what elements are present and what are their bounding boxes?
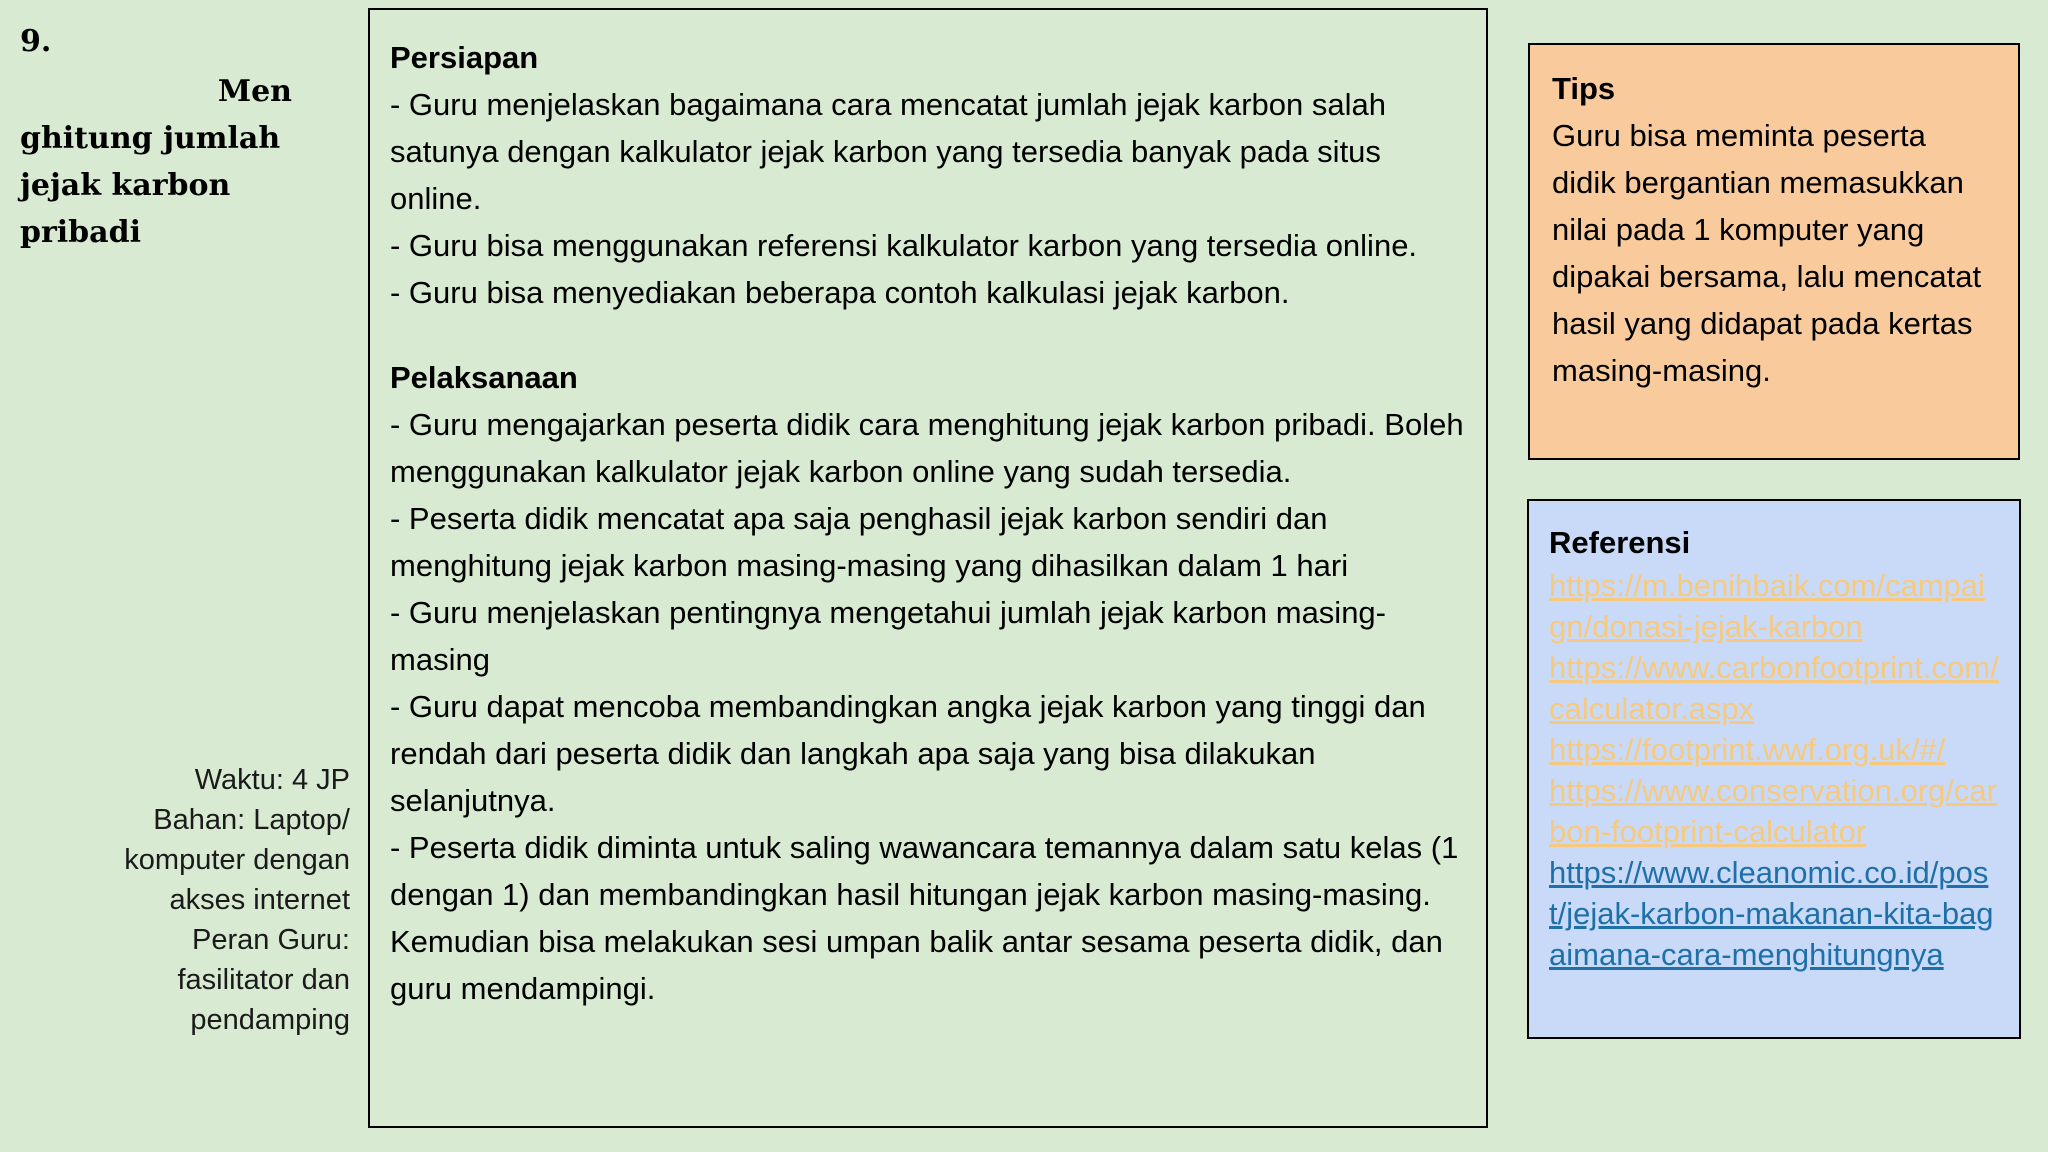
meta-line: Bahan: Laptop/ (153, 804, 350, 836)
meta-line: komputer dengan (124, 844, 350, 876)
meta-line: pendamping (190, 1004, 350, 1036)
section-title-rest: ghitung jumlah jejak karbon pribadi (20, 121, 281, 250)
activity-meta (90, 760, 350, 1040)
meta-line: fasilitator dan (177, 964, 350, 996)
pelaksanaan-heading: Pelaksanaan (390, 360, 578, 395)
reference-link[interactable]: https://www.conservation.org/carbon-footprint-calculator (1549, 773, 1997, 849)
pelaksanaan-item: - Guru dapat mencoba membandingkan angka jejak karbon yang tinggi dan rendah dari peserta didik dan langkah apa saja yang bisa dilakukan selanjutnya. (390, 689, 1426, 818)
persiapan-item: - Guru menjelaskan bagaimana cara mencatat jumlah jejak karbon salah satunya dengan kalkulator jejak karbon yang tersedia banyak pada situs online. (390, 87, 1386, 216)
meta-line: akses internet (169, 884, 350, 916)
referensi-heading: Referensi (1549, 525, 1691, 560)
pelaksanaan-item: - Peserta didik diminta untuk saling wawancara temannya dalam satu kelas (1 dengan 1) dan membandingkan hasil hitungan jejak karbon masing-masing. Kemudian bisa melakukan sesi umpan balik antar sesama peserta didik, dan guru mendampingi. (390, 830, 1459, 1006)
referensi-box (1527, 499, 2021, 1039)
meta-line: Peran Guru: (192, 924, 350, 956)
pelaksanaan-item: - Guru mengajarkan peserta didik cara menghitung jejak karbon pribadi. Boleh menggunakan kalkulator jejak karbon online yang sudah tersedia. (390, 407, 1464, 489)
tips-text: Guru bisa meminta peserta didik bergantian memasukkan nilai pada 1 komputer yang dipakai bersama, lalu mencatat hasil yang didapat pada kertas masing-masing. (1552, 118, 1982, 388)
persiapan-item: - Guru bisa menyediakan beberapa contoh kalkulasi jejak karbon. (390, 275, 1290, 310)
tips-heading: Tips (1552, 71, 1616, 106)
persiapan-heading: Persiapan (390, 40, 539, 75)
section-number: 9. (20, 24, 52, 59)
section-title (20, 68, 292, 256)
reference-link[interactable]: https://www.carbonfootprint.com/calculator.aspx (1549, 650, 1999, 726)
activity-steps-box (368, 8, 1488, 1128)
tips-box (1528, 43, 2020, 460)
persiapan-item: - Guru bisa menggunakan referensi kalkulator karbon yang tersedia online. (390, 228, 1418, 263)
section-title-line1: Men (217, 74, 292, 109)
reference-link[interactable]: https://footprint.wwf.org.uk/#/ (1549, 732, 1946, 767)
pelaksanaan-item: - Peserta didik mencatat apa saja penghasil jejak karbon sendiri dan menghitung jejak karbon masing-masing yang dihasilkan dalam 1 hari (390, 501, 1349, 583)
meta-line: Waktu: 4 JP (194, 764, 350, 796)
section-spacer (390, 316, 1468, 354)
pelaksanaan-item: - Guru menjelaskan pentingnya mengetahui jumlah jejak karbon masing-masing (390, 595, 1386, 677)
reference-link[interactable]: https://m.benihbaik.com/campaign/donasi-jejak-karbon (1549, 568, 1985, 644)
reference-link[interactable]: https://www.cleanomic.co.id/post/jejak-karbon-makanan-kita-bagaimana-cara-menghitungnya (1549, 855, 1994, 972)
